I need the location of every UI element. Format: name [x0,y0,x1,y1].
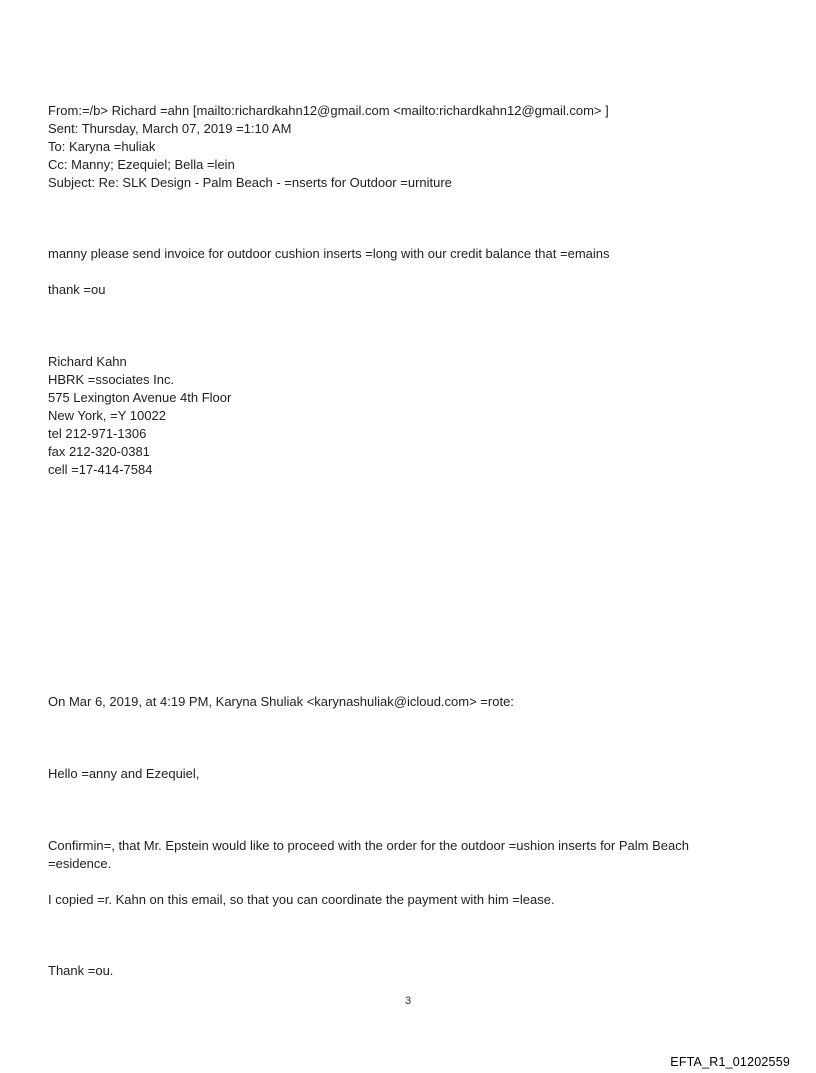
header-sent: Sent: Thursday, March 07, 2019 =1:10 AM [48,121,292,136]
reply-closing: thank =ou [48,282,106,297]
header-cc: Cc: Manny; Ezequiel; Bella =lein [48,157,235,172]
quoted-paragraph-2: I copied =r. Kahn on this email, so that you can coordinate the payment with him =lease. [48,892,555,907]
quoted-paragraph-1: Confirmin=, that Mr. Epstein would like to proceed with the order for the outdoor =ushion inserts for Palm Beach =esidence. [48,838,689,871]
quoted-attribution: On Mar 6, 2019, at 4:19 PM, Karyna Shuliak <karynashuliak@icloud.com> =rote: [48,694,514,709]
document-id: EFTA_R1_01202559 [670,1055,790,1069]
signature-address-line-1: 575 Lexington Avenue 4th Floor [48,390,232,405]
header-subject: Subject: Re: SLK Design - Palm Beach - =nserts for Outdoor =urniture [48,175,452,190]
signature-name: Richard Kahn [48,354,127,369]
page-number: 3 [404,995,412,1007]
signature-address-line-2: New York, =Y 10022 [48,408,166,423]
signature-cell: cell =17-414-7584 [48,462,153,477]
signature-tel: tel 212-971-1306 [48,426,147,441]
signature-company: HBRK =ssociates Inc. [48,372,175,387]
quoted-greeting: Hello =anny and Ezequiel, [48,766,200,781]
signature-fax: fax 212-320-0381 [48,444,150,459]
header-to: To: Karyna =huliak [48,139,156,154]
reply-body: manny please send invoice for outdoor cushion inserts =long with our credit balance that =emains [48,246,610,261]
header-from: From:=/b> Richard =ahn [mailto:richardkahn12@gmail.com <mailto:richardkahn12@gmail.com> ] [48,103,609,118]
quoted-thanks: Thank =ou. [48,963,114,978]
